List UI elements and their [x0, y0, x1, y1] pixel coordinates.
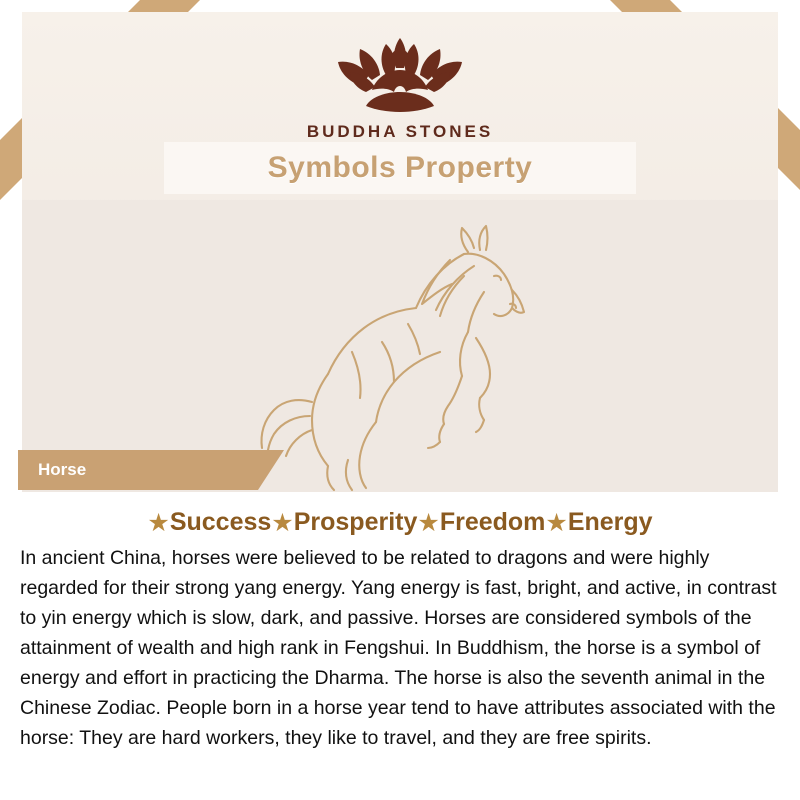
- attribute-success: Success: [169, 508, 272, 536]
- rearing-horse-line-drawing: [212, 200, 572, 492]
- page-title: Symbols Property: [267, 151, 533, 184]
- star-icon: ★: [417, 509, 440, 537]
- star-icon: ★: [545, 509, 568, 537]
- star-icon: ★: [271, 509, 294, 537]
- label-tag: [18, 450, 258, 490]
- illustration-area: [22, 200, 778, 492]
- attribute-prosperity: Prosperity: [293, 508, 418, 536]
- star-icon: ★: [147, 509, 170, 537]
- attribute-freedom: Freedom: [439, 508, 546, 536]
- brand-logo: [0, 26, 800, 142]
- label-tag-notch: [258, 450, 284, 490]
- title-banner: [164, 142, 636, 194]
- lotus-meditation-figure-icon: [320, 26, 480, 118]
- label-tag-text: Horse: [38, 460, 87, 479]
- brand-name: BUDDHA STONES: [306, 122, 494, 141]
- attribute-energy: Energy: [567, 508, 653, 536]
- description-paragraph: In ancient China, horses were believed to be related to dragons and were highly regarded for their strong yang energy. Yang energy is fast, bright, and active, in contrast to yin energy which is slow, dark, and passive. Horses are considered symbols of the attainment of wealth and high rank in Fengshui. In Buddhism, the horse is a symbol of energy and effort in practicing the Dharma. The horse is also the seventh animal in the Chinese Zodiac. People born in a horse year tend to have attributes associated with the horse: They are hard workers, they like to travel, and they are free spirits.: [20, 547, 777, 749]
- attributes-row: [0, 508, 800, 538]
